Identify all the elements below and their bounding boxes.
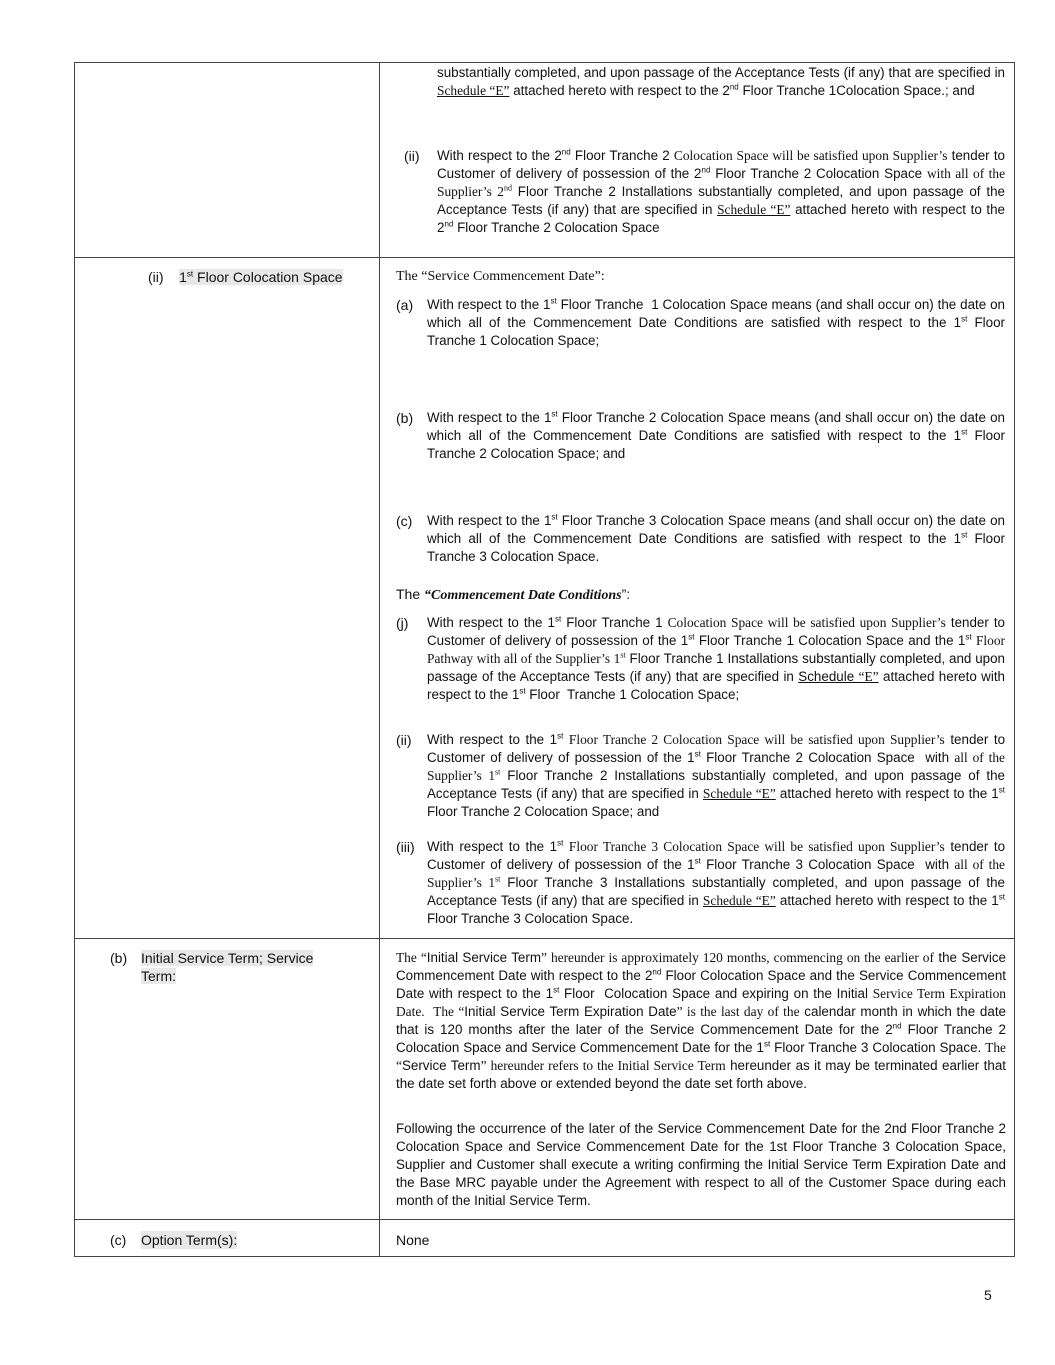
row1-item-ii-number: (ii) [404,148,420,164]
service-commencement-heading: The “Service Commencement Date”: [396,269,605,284]
schedule-e-link: Schedule “E” [702,786,776,801]
row3-label: Initial Service Term; Service Term: [141,950,314,984]
item-b-number: (b) [396,410,414,426]
following-occurrence-paragraph: Following the occurrence of the later of the Service Commencement Date for the 2nd Floor Tranche 2 Colocation Space and Service Commencement Date for the 1st Floor Tranche 3 Colocation Space, Supplier and Customer shall execute a writing confirming the Initial Service Term Expiration Date and the Base MRC payable under the Agreement with respect to all of the Customer Space during each month of the Initial Service Term. [396,1121,1006,1208]
column-divider [379,63,380,1256]
row2-label: (ii) 1st Floor Colocation Space [148,269,343,285]
row4-label: Option Term(s): [141,1232,238,1248]
schedule-e-link: Schedule “E” [717,202,791,217]
item-a-number: (a) [396,297,414,313]
item-ii-number: (ii) [396,732,412,748]
initial-service-term-paragraph: The “Initial Service Term” hereunder is approximately 120 months, commencing on the earlier of the Service Commencement Date with respect to the 2nd Floor Colocation Space and the Service Commencement Date with respect to the 1st Floor Colocation Space and expiring on the Initial Service Term Expiration Date. The “Initial Service Term Expiration Date” is the last day of the calendar month in which the date that is 120 months after the later of the Service Commencement Date for the 2nd Floor Tranche 2 Colocation Space and Service Commencement Date for the 1st Floor Tranche 3 Colocation Space. The “Service Term” hereunder refers to the Initial Service Term hereunder as it may be terminated earlier that the date set forth above or extended beyond the date set forth above. [396,950,1007,1091]
row3-label-number: (b) [110,950,128,966]
item-j-number: (j) [396,615,409,631]
item-a-text: With respect to the 1st Floor Tranche 1 Colocation Space means (and shall occur on) the date on which all of the Commencement Date Conditions are satisfied with respect to the 1st Floor Tranche 1 Colocation Space; [427,296,1005,348]
option-term-value: None [396,1232,430,1248]
schedule-e-link: Schedule “E” [437,83,510,98]
item-ii-text: With respect to the 1st Floor Tranche 2 Colocation Space will be satisfied upon Supplier’s tender to Customer of delivery of possession of the 1st Floor Tranche 2 Colocation Space with all of the Supplier’s 1st Floor Tranche 2 Installations substantially completed, and upon passage of the Acceptance Tests (if any) that are specified in Schedule “E” attached hereto with respect to the 1st Floor Tranche 2 Colocation Space; and [427,731,1006,819]
item-c-text: With respect to the 1st Floor Tranche 3 Colocation Space means (and shall occur on) the date on which all of the Commencement Date Conditions are satisfied with respect to the 1st Floor Tranche 3 Colocation Space. [427,512,1005,564]
page-number: 5 [984,1287,992,1303]
schedule-e-link: Schedule “E” [702,893,776,908]
item-b-text: With respect to the 1st Floor Tranche 2 Colocation Space means (and shall occur on) the date on which all of the Commencement Date Conditions are satisfied with respect to the 1st Floor Tranche 2 Colocation Space; and [427,409,1005,461]
row1-item-i-continued: substantially completed, and upon passage of the Acceptance Tests (if any) that are specified in Schedule “E” attached hereto with respect to the 2nd Floor Tranche 1Colocation Space.; and [437,65,1005,98]
item-j-text: With respect to the 1st Floor Tranche 1 Colocation Space will be satisfied upon Supplier’s tender to Customer of delivery of possession of the 1st Floor Tranche 1 Colocation Space and the 1st Floor Pathway with all of the Supplier’s 1st Floor Tranche 1 Installations substantially completed, and upon passage of the Acceptance Tests (if any) that are specified in Schedule “E” attached hereto with respect to the 1st Floor Tranche 1 Colocation Space; [427,614,1006,702]
row1-item-ii-text: With respect to the 2nd Floor Tranche 2 Colocation Space will be satisfied upon Supplier’s tender to Customer of delivery of possession of the 2nd Floor Tranche 2 Colocation Space with all of the Supplier’s 2nd Floor Tranche 2 Installations substantially completed, and upon passage of the Acceptance Tests (if any) that are specified in Schedule “E” attached hereto with respect to the 2nd Floor Tranche 2 Colocation Space [437,147,1006,235]
row4-label-number: (c) [110,1232,127,1248]
row-divider [75,1219,1014,1220]
item-iii-number: (iii) [396,839,415,855]
row-divider [75,938,1014,939]
item-c-number: (c) [396,513,413,529]
commencement-conditions-heading: The “Commencement Date Conditions”: [396,586,631,603]
item-iii-text: With respect to the 1st Floor Tranche 3 Colocation Space will be satisfied upon Supplier’s tender to Customer of delivery of possession of the 1st Floor Tranche 3 Colocation Space with all of the Supplier’s 1st Floor Tranche 3 Installations substantially completed, and upon passage of the Acceptance Tests (if any) that are specified in Schedule “E” attached hereto with respect to the 1st Floor Tranche 3 Colocation Space. [427,838,1006,926]
row-divider [75,257,1014,258]
